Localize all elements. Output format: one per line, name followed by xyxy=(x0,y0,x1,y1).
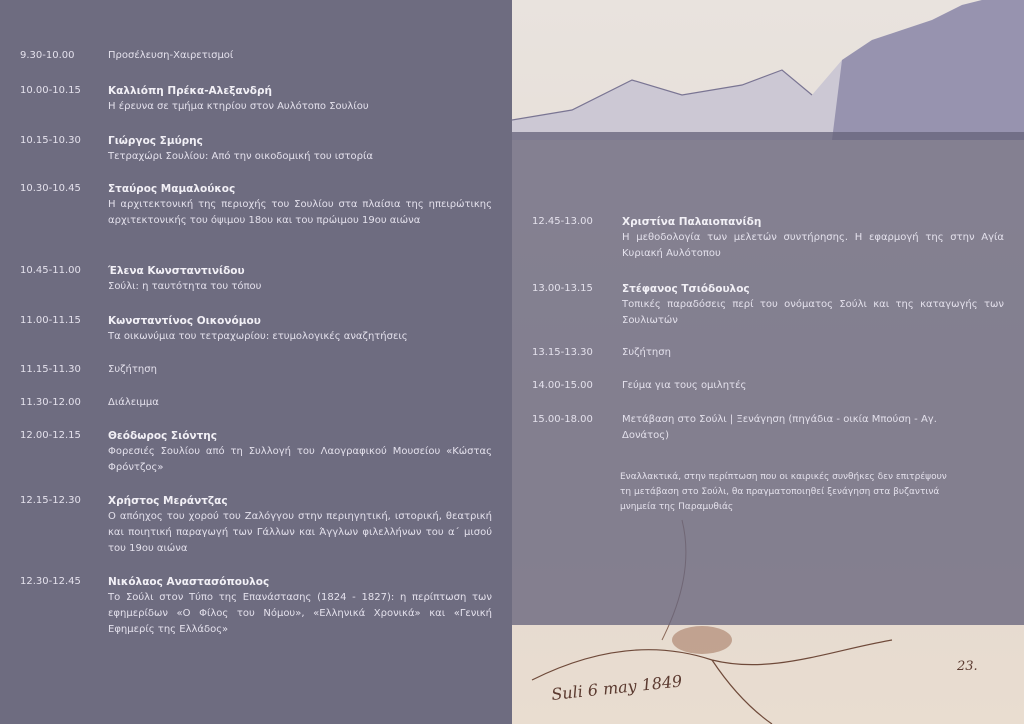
program-item xyxy=(512,412,1024,448)
sketch-inscription: Suli 6 may 1849 xyxy=(550,671,684,704)
session-title: Διάλειμμα xyxy=(108,397,159,408)
program-item xyxy=(0,313,512,349)
program-item xyxy=(0,395,512,415)
program-item xyxy=(0,133,512,169)
speaker-name: Θεόδωρος Σιόντης xyxy=(108,430,217,442)
speaker-name: Καλλιόπη Πρέκα-Αλεξανδρή xyxy=(108,85,272,97)
time-slot: 10.45-11.00 xyxy=(20,265,81,276)
session-title: Συζήτηση xyxy=(108,364,157,375)
program-item xyxy=(0,574,512,644)
program-item xyxy=(0,181,512,251)
session-title: Γεύμα για τους ομιλητές xyxy=(622,380,747,391)
program-item xyxy=(0,83,512,119)
time-slot: 14.00-15.00 xyxy=(532,380,593,391)
time-slot: 11.15-11.30 xyxy=(20,364,81,375)
program-item xyxy=(0,48,512,68)
talk-title: Σούλι: η ταυτότητα του τόπου xyxy=(108,281,262,292)
program-item xyxy=(0,428,512,480)
time-slot: 15.00-18.00 xyxy=(532,414,593,425)
program-item xyxy=(0,362,512,382)
speaker-name: Κωνσταντίνος Οικονόμου xyxy=(108,315,261,327)
weather-note: Εναλλακτικά, στην περίπτωση που οι καιρικές συνθήκες δεν επιτρέψουν τη μετάβαση στο Σούλι, θα πραγματοποιηθεί ξενάγηση στα βυζαντινά μνημεία της Παραμυθιάς xyxy=(620,472,947,512)
time-slot: 12.15-12.30 xyxy=(20,495,81,506)
talk-title: Φορεσιές Σουλίου από τη Συλλογή του Λαογραφικού Μουσείου «Κώστας Φρόντζος» xyxy=(108,446,492,473)
speaker-name: Νικόλαος Αναστασόπουλος xyxy=(108,576,270,588)
speaker-name: Χριστίνα Παλαιοπανίδη xyxy=(622,216,762,228)
talk-title: Τοπικές παραδόσεις περί του ονόματος Σούλι και της καταγωγής των Σουλιωτών xyxy=(622,299,1004,326)
talk-title: Τετραχώρι Σουλίου: Από την οικοδομική του ιστορία xyxy=(108,151,373,162)
time-slot: 11.00-11.15 xyxy=(20,315,81,326)
time-slot: 13.00-13.15 xyxy=(532,283,593,294)
program-item xyxy=(512,281,1024,333)
talk-title: Το Σούλι στον Τύπο της Επανάστασης (1824 - 1827): η περίπτωση των εφημερίδων «Ο Φίλος του Νόμου», «Ελληνικά Χρονικά» και «Γενική Εφημερίς της Ελλάδος» xyxy=(108,592,492,635)
speaker-name: Έλενα Κωνσταντινίδου xyxy=(108,265,245,277)
time-slot: 10.00-10.15 xyxy=(20,85,81,96)
program-item xyxy=(512,214,1024,266)
program-item xyxy=(512,378,1024,398)
talk-title: Τα οικωνύμια του τετραχωρίου: ετυμολογικές αναζητήσεις xyxy=(108,331,408,342)
program-item xyxy=(0,493,512,563)
session-title: Προσέλευση-Χαιρετισμοί xyxy=(108,50,234,61)
time-slot: 13.15-13.30 xyxy=(532,347,593,358)
speaker-name: Στέφανος Τσιόδουλος xyxy=(622,283,750,295)
sketch-number: 23. xyxy=(957,659,978,674)
time-slot: 12.30-12.45 xyxy=(20,576,81,587)
time-slot: 11.30-12.00 xyxy=(20,397,81,408)
time-slot: 12.00-12.15 xyxy=(20,430,81,441)
session-title: Μετάβαση στο Σούλι | Ξενάγηση (πηγάδια - οικία Μπούση - Αγ. Δονάτος) xyxy=(622,414,937,441)
program-item xyxy=(512,345,1024,365)
speaker-name: Γιώργος Σμύρης xyxy=(108,135,203,147)
time-slot: 9.30-10.00 xyxy=(20,50,75,61)
time-slot: 12.45-13.00 xyxy=(532,216,593,227)
talk-title: Ο απόηχος του χορού του Ζαλόγγου στην περιηγητική, ιστορική, θεατρική και ποιητική παραγωγή των Γάλλων και Άγγλων φιλελλήνων του α΄ μισού του 19ου αιώνα xyxy=(108,511,492,554)
speaker-name: Σταύρος Μαμαλούκος xyxy=(108,183,236,195)
time-slot: 10.15-10.30 xyxy=(20,135,81,146)
talk-title: Η μεθοδολογία των μελετών συντήρησης. Η εφαρμογή της στην Αγία Κυριακή Αυλότοπου xyxy=(622,232,1004,259)
session-title: Συζήτηση xyxy=(622,347,671,358)
speaker-name: Χρήστος Μεράντζας xyxy=(108,495,228,507)
time-slot: 10.30-10.45 xyxy=(20,183,81,194)
talk-title: Η αρχιτεκτονική της περιοχής του Σουλίου στα πλαίσια της ηπειρώτικης αρχιτεκτονικής του όψιμου 18ου και του πρώιμου 19ου αιώνα xyxy=(108,199,492,226)
program-item xyxy=(0,263,512,299)
talk-title: Η έρευνα σε τμήμα κτηρίου στον Αυλότοπο Σουλίου xyxy=(108,101,369,112)
